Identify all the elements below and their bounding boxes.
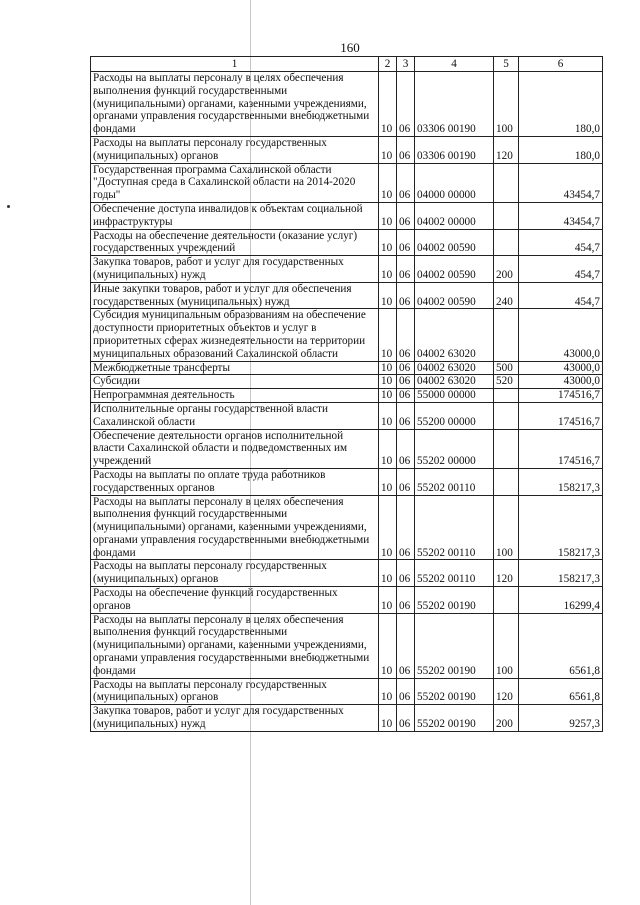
expense-type-code	[494, 389, 519, 403]
amount: 158217,3	[519, 468, 603, 495]
amount: 180,0	[519, 136, 603, 163]
table-row	[91, 256, 603, 283]
section-code: 10	[379, 136, 397, 163]
row-name: Расходы на выплаты персоналу государственных (муниципальных) органов	[91, 136, 379, 163]
expense-type-code	[494, 402, 519, 429]
row-name: Расходы на обеспечение функций государственных органов	[91, 587, 379, 614]
amount: 454,7	[519, 229, 603, 256]
amount: 43000,0	[519, 309, 603, 361]
table-row	[91, 587, 603, 614]
column-header: 5	[494, 57, 519, 72]
section-code: 10	[379, 282, 397, 309]
subsection-code: 06	[397, 429, 415, 468]
page-number: 160	[340, 40, 360, 55]
section-code: 10	[379, 587, 397, 614]
target-article-code: 55202 00000	[415, 429, 494, 468]
section-code: 10	[379, 229, 397, 256]
section-code: 10	[379, 560, 397, 587]
target-article-code: 04002 63020	[415, 375, 494, 389]
section-code: 10	[379, 361, 397, 375]
column-header-row	[91, 57, 603, 72]
column-header: 1	[91, 57, 379, 72]
row-name: Расходы на выплаты по оплате труда работников государственных органов	[91, 468, 379, 495]
row-name: Расходы на выплаты персоналу в целях обеспечения выполнения функций государственными (муниципальными) органами, казенными учреждениями, органами управления государственными внебюджетными фондами	[91, 72, 379, 137]
subsection-code: 06	[397, 495, 415, 560]
target-article-code: 55200 00000	[415, 402, 494, 429]
target-article-code: 55202 00190	[415, 705, 494, 732]
target-article-code: 55202 00110	[415, 560, 494, 587]
amount: 43000,0	[519, 361, 603, 375]
section-code: 10	[379, 202, 397, 229]
target-article-code: 55202 00110	[415, 495, 494, 560]
section-code: 10	[379, 468, 397, 495]
table-row	[91, 495, 603, 560]
expense-type-code: 200	[494, 256, 519, 283]
subsection-code: 06	[397, 375, 415, 389]
row-name: Расходы на выплаты персоналу государственных (муниципальных) органов	[91, 678, 379, 705]
amount: 454,7	[519, 256, 603, 283]
subsection-code: 06	[397, 389, 415, 403]
row-name: Обеспечение доступа инвалидов к объектам социальной инфраструктуры	[91, 202, 379, 229]
column-header: 2	[379, 57, 397, 72]
row-name: Закупка товаров, работ и услуг для государственных (муниципальных) нужд	[91, 256, 379, 283]
expense-type-code	[494, 163, 519, 202]
subsection-code: 06	[397, 163, 415, 202]
target-article-code: 04000 00000	[415, 163, 494, 202]
column-header: 3	[397, 57, 415, 72]
row-name: Субсидия муниципальным образованиям на обеспечение доступности приоритетных объектов и услуг в приоритетных сферах жизнедеятельности на территории муниципальных образований Сахалинской области	[91, 309, 379, 361]
scan-speck	[7, 205, 10, 208]
expense-type-code: 120	[494, 136, 519, 163]
subsection-code: 06	[397, 202, 415, 229]
amount: 6561,8	[519, 613, 603, 678]
table-row	[91, 361, 603, 375]
table-row	[91, 389, 603, 403]
row-name: Непрограммная деятельность	[91, 389, 379, 403]
target-article-code: 55202 00190	[415, 613, 494, 678]
amount: 158217,3	[519, 560, 603, 587]
amount: 454,7	[519, 282, 603, 309]
column-header: 6	[519, 57, 603, 72]
subsection-code: 06	[397, 468, 415, 495]
table-row	[91, 202, 603, 229]
subsection-code: 06	[397, 705, 415, 732]
amount: 6561,8	[519, 678, 603, 705]
subsection-code: 06	[397, 587, 415, 614]
subsection-code: 06	[397, 136, 415, 163]
expense-type-code	[494, 468, 519, 495]
row-name: Иные закупки товаров, работ и услуг для обеспечения государственных (муниципальных) нужд	[91, 282, 379, 309]
amount: 43454,7	[519, 202, 603, 229]
expense-type-code	[494, 202, 519, 229]
expense-type-code: 200	[494, 705, 519, 732]
table-row	[91, 229, 603, 256]
row-name: Государственная программа Сахалинской области "Доступная среда в Сахалинской области на 2014-2020 годы"	[91, 163, 379, 202]
expense-type-code	[494, 309, 519, 361]
target-article-code: 04002 63020	[415, 309, 494, 361]
row-name: Расходы на выплаты персоналу в целях обеспечения выполнения функций государственными (муниципальными) органами, казенными учреждениями, органами управления государственными внебюджетными фондами	[91, 613, 379, 678]
table-row	[91, 136, 603, 163]
table-row	[91, 375, 603, 389]
section-code: 10	[379, 678, 397, 705]
row-name: Расходы на выплаты персоналу государственных (муниципальных) органов	[91, 560, 379, 587]
subsection-code: 06	[397, 256, 415, 283]
target-article-code: 55000 00000	[415, 389, 494, 403]
expense-type-code: 520	[494, 375, 519, 389]
target-article-code: 04002 00590	[415, 282, 494, 309]
amount: 43454,7	[519, 163, 603, 202]
subsection-code: 06	[397, 402, 415, 429]
section-code: 10	[379, 309, 397, 361]
section-code: 10	[379, 389, 397, 403]
table-row	[91, 560, 603, 587]
section-code: 10	[379, 495, 397, 560]
target-article-code: 04002 63020	[415, 361, 494, 375]
table-row	[91, 468, 603, 495]
row-name: Межбюджетные трансферты	[91, 361, 379, 375]
subsection-code: 06	[397, 678, 415, 705]
amount: 174516,7	[519, 389, 603, 403]
table-row	[91, 705, 603, 732]
target-article-code: 04002 00590	[415, 256, 494, 283]
section-code: 10	[379, 163, 397, 202]
section-code: 10	[379, 402, 397, 429]
amount: 174516,7	[519, 402, 603, 429]
expense-type-code: 120	[494, 560, 519, 587]
row-name: Субсидии	[91, 375, 379, 389]
amount: 158217,3	[519, 495, 603, 560]
section-code: 10	[379, 613, 397, 678]
table-row	[91, 282, 603, 309]
table-row	[91, 613, 603, 678]
amount: 9257,3	[519, 705, 603, 732]
expense-type-code: 100	[494, 495, 519, 560]
amount: 43000,0	[519, 375, 603, 389]
table-row	[91, 163, 603, 202]
subsection-code: 06	[397, 282, 415, 309]
row-name: Закупка товаров, работ и услуг для государственных (муниципальных) нужд	[91, 705, 379, 732]
budget-table	[90, 56, 603, 732]
expense-type-code: 100	[494, 613, 519, 678]
row-name: Обеспечение деятельности органов исполнительной власти Сахалинской области и подведомственных им учреждений	[91, 429, 379, 468]
subsection-code: 06	[397, 72, 415, 137]
expense-type-code: 500	[494, 361, 519, 375]
table-row	[91, 72, 603, 137]
amount: 174516,7	[519, 429, 603, 468]
target-article-code: 55202 00110	[415, 468, 494, 495]
expense-type-code: 120	[494, 678, 519, 705]
target-article-code: 04002 00000	[415, 202, 494, 229]
column-header: 4	[415, 57, 494, 72]
expense-type-code: 100	[494, 72, 519, 137]
table-row	[91, 678, 603, 705]
table-row	[91, 402, 603, 429]
table-row	[91, 309, 603, 361]
row-name: Расходы на обеспечение деятельности (оказание услуг) государственных учреждений	[91, 229, 379, 256]
amount: 180,0	[519, 72, 603, 137]
table-row	[91, 429, 603, 468]
section-code: 10	[379, 375, 397, 389]
target-article-code: 55202 00190	[415, 678, 494, 705]
subsection-code: 06	[397, 361, 415, 375]
target-article-code: 03306 00190	[415, 136, 494, 163]
subsection-code: 06	[397, 229, 415, 256]
expense-type-code: 240	[494, 282, 519, 309]
subsection-code: 06	[397, 309, 415, 361]
target-article-code: 04002 00590	[415, 229, 494, 256]
amount: 16299,4	[519, 587, 603, 614]
row-name: Расходы на выплаты персоналу в целях обеспечения выполнения функций государственными (муниципальными) органами, казенными учреждениями, органами управления государственными внебюджетными фондами	[91, 495, 379, 560]
section-code: 10	[379, 429, 397, 468]
target-article-code: 03306 00190	[415, 72, 494, 137]
row-name: Исполнительные органы государственной власти Сахалинской области	[91, 402, 379, 429]
target-article-code: 55202 00190	[415, 587, 494, 614]
subsection-code: 06	[397, 613, 415, 678]
section-code: 10	[379, 256, 397, 283]
subsection-code: 06	[397, 560, 415, 587]
section-code: 10	[379, 705, 397, 732]
expense-type-code	[494, 229, 519, 256]
expense-type-code	[494, 587, 519, 614]
section-code: 10	[379, 72, 397, 137]
expense-type-code	[494, 429, 519, 468]
